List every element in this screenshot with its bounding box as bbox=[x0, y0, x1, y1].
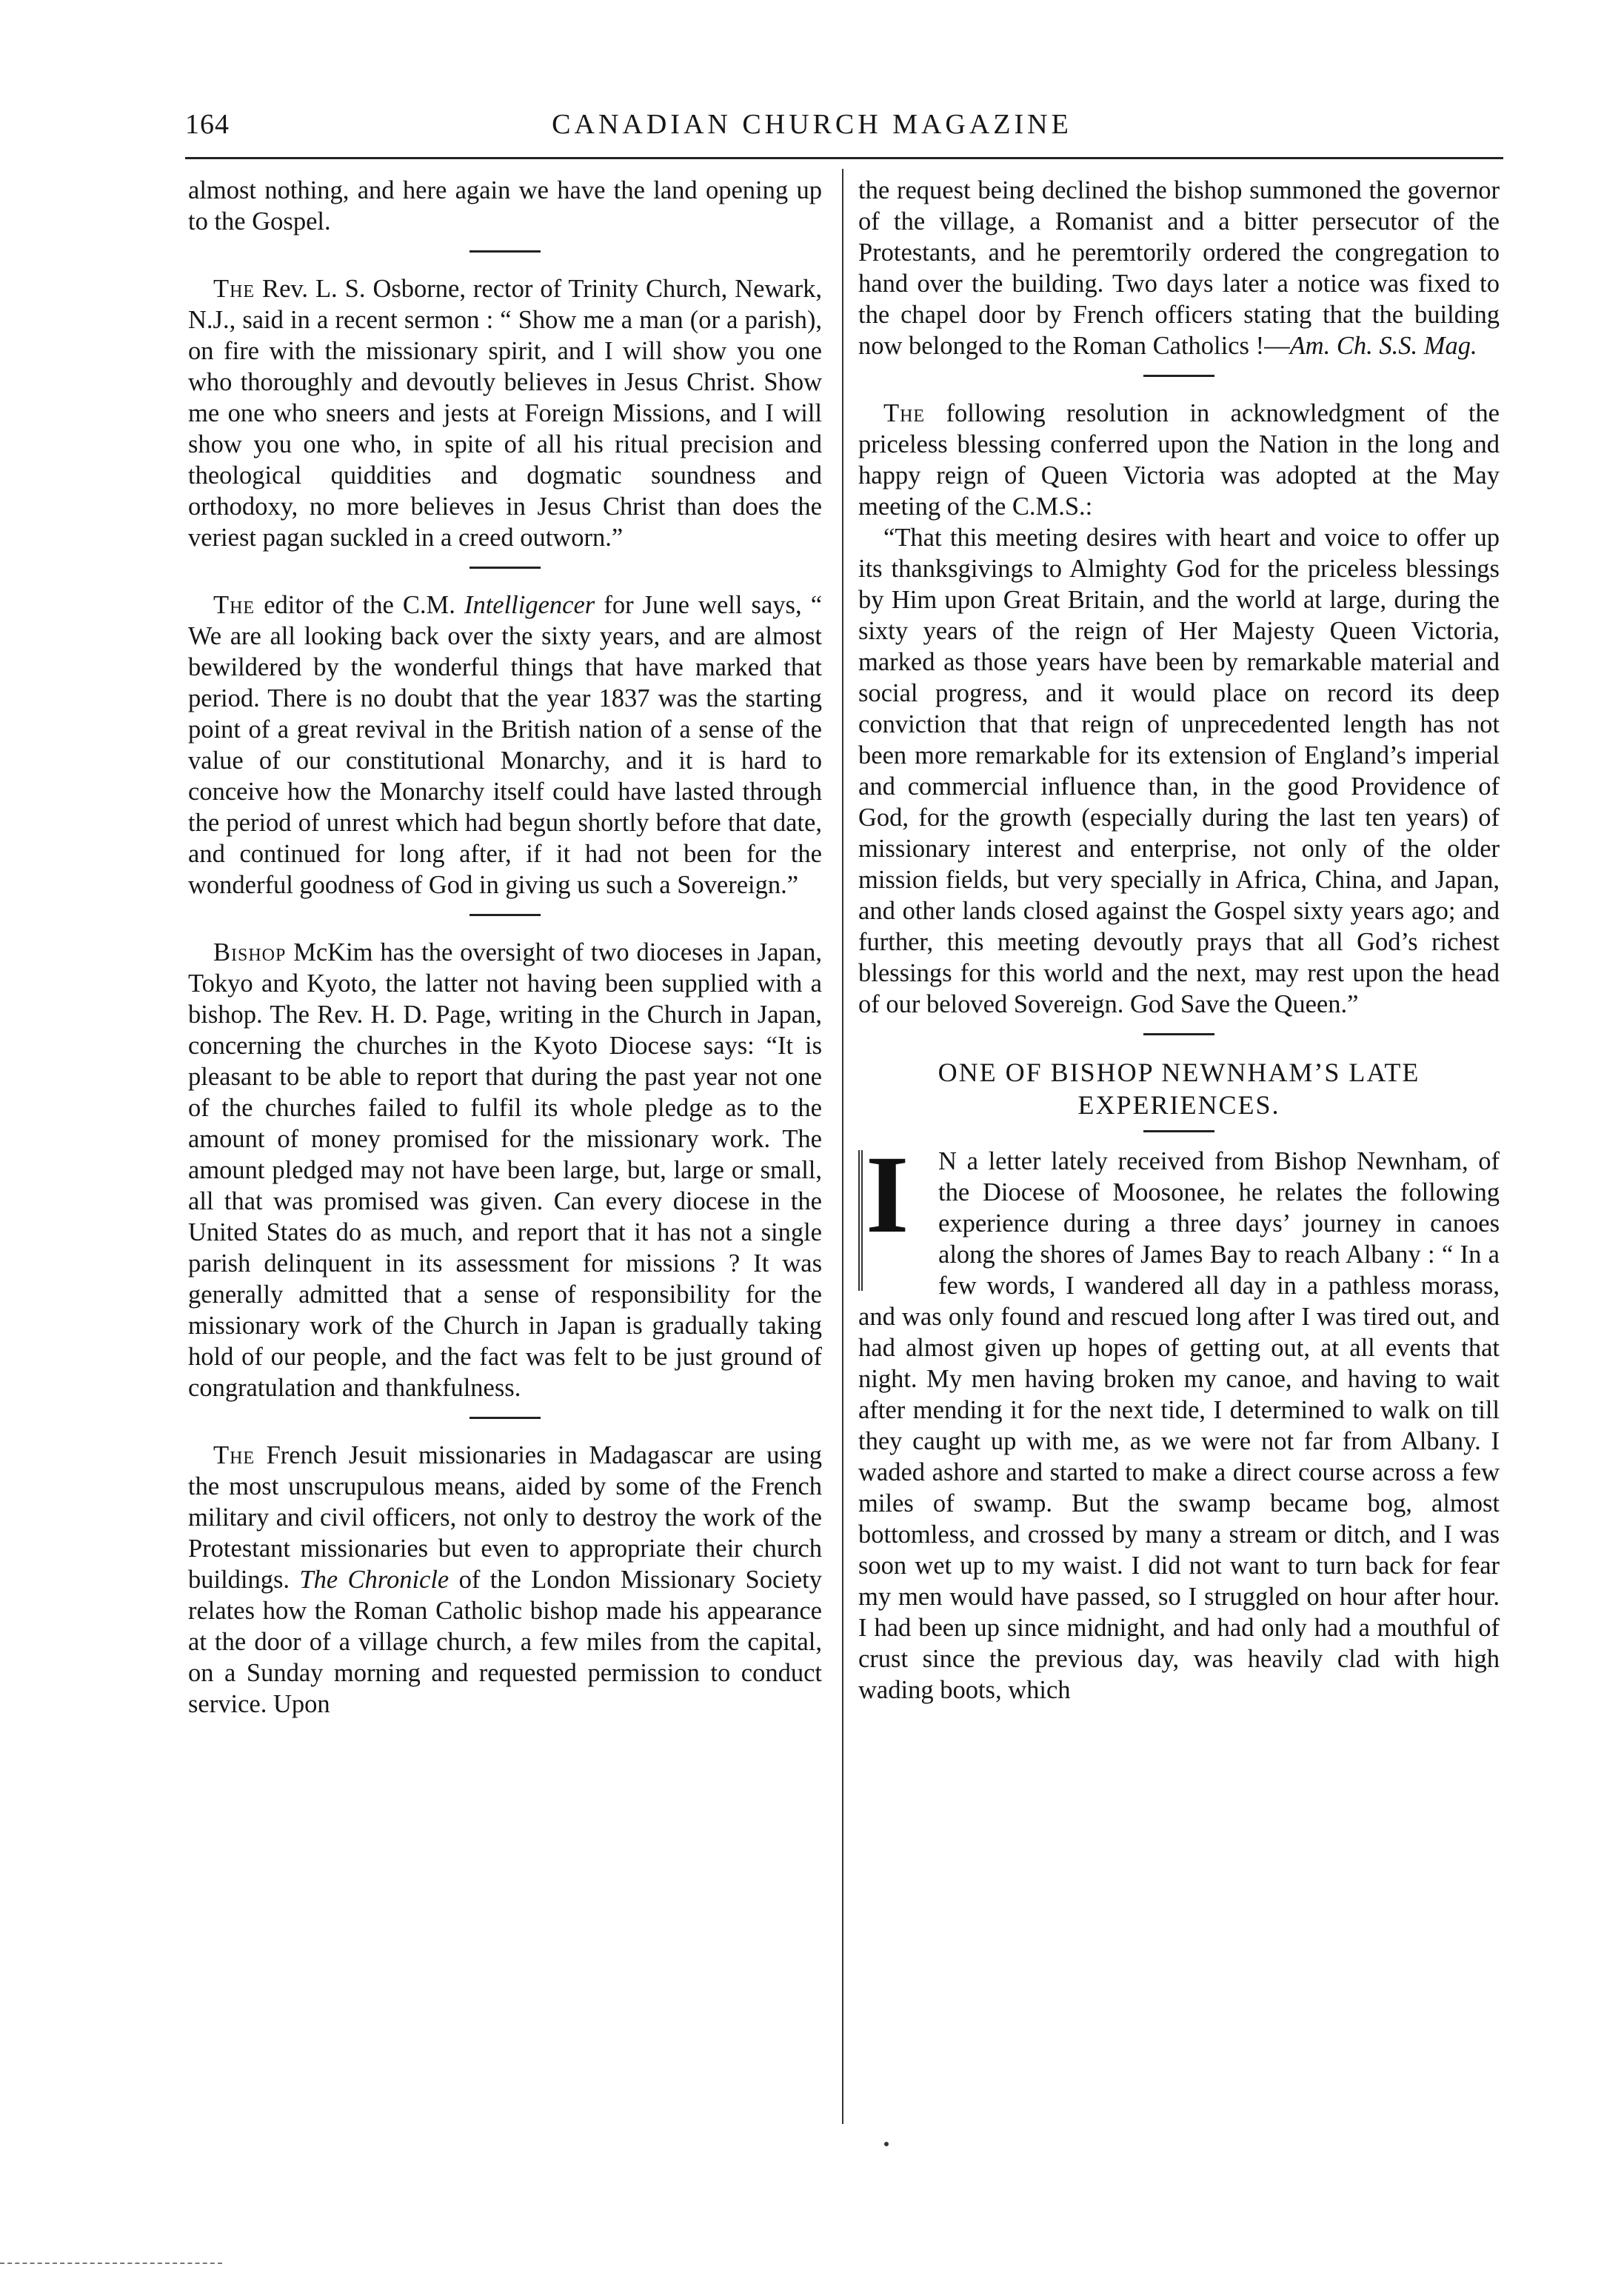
section-separator bbox=[470, 567, 541, 569]
paragraph-text: of the London Missionary Society relates how the Roman Catholic bishop made his appearance at the door of a village church, a few miles from the capital, on a Sunday morning and requested permission to conduct service. Upon bbox=[188, 1566, 823, 1718]
lead-word: The bbox=[213, 591, 255, 619]
lead-word: Bishop bbox=[213, 938, 287, 966]
paragraph-text: McKim has the oversight of two dioceses in Japan, Tokyo and Kyoto, the latter not having been supplied with a bishop. The Rev. H. D. Page, writing in the Church in Japan, concerning the churches in the Kyoto Diocese says: “It is pleasant to be able to report that during the past year not one of the churches failed to fulfil its whole pledge as to the amount of money promised for the missionary work. The amount pledged may not have been large, but, large or small, all that was promised was given. Can every diocese in the United States do as much, and report that it has not a single parish delinquent in its assessment for missions ? It was generally admitted that a sense of responsibility for the missionary work of the Church in Japan is gradually taking hold of our people, and the fact was felt to be just ground of congratulation and thankfulness. bbox=[188, 938, 822, 1402]
ink-dot bbox=[884, 2142, 889, 2146]
paragraph-land-opening: almost nothing, and here again we have the land opening up to the Gospel. bbox=[188, 176, 822, 236]
paragraph-osborne bbox=[188, 273, 822, 553]
paragraph-text: for June well says, “ We are all looking back over the sixty years, and are almost bewildered by the wonderful things that have marked that period. There is no doubt that the year 1837 was the starting point of a great revival in the British nation of a sense of the value of our constitutional Monarchy, and it is hard to conceive how the Monarchy itself could have lasted through the period of unrest which had begun shortly before that date, and continued for long after, if it had not been for the wonderful goodness of God in giving us such a Sovereign.” bbox=[188, 591, 823, 899]
paragraph-text: editor of the C.M. bbox=[255, 591, 464, 619]
left-column bbox=[188, 175, 822, 1720]
paragraph-continuation bbox=[858, 175, 1500, 361]
article-title: ONE OF BISHOP NEWNHAM’S LATE EXPERIENCES. bbox=[938, 1058, 1420, 1120]
section-separator bbox=[470, 1417, 541, 1419]
lead-word: The bbox=[213, 275, 255, 303]
title-separator bbox=[1143, 1130, 1214, 1132]
publication-title: The Chronicle bbox=[299, 1566, 450, 1594]
paragraph-jesuit bbox=[188, 1440, 822, 1720]
header-rule bbox=[185, 157, 1503, 159]
publication-title: Intelligencer bbox=[464, 591, 595, 619]
section-separator bbox=[1143, 375, 1214, 377]
paragraph-text: following resolution in acknowledgment of the priceless blessing conferred upon the Nation in the long and happy reign of Queen Victoria was adopted at the May meeting of the C.M.S.: bbox=[858, 399, 1500, 521]
section-separator bbox=[1143, 1033, 1214, 1035]
paragraph-text: the request being declined the bishop summoned the governor of the village, a Romanist and a bitter persecutor of the Protestants, and he peremtorily ordered the congregation to hand over the building. Two days later a notice was fixed to the chapel door by French officers stating that the building now belonged to the Roman Catholics !— bbox=[858, 176, 1500, 360]
scan-artifact bbox=[0, 2263, 222, 2264]
running-title: CANADIAN CHURCH MAGAZINE bbox=[552, 109, 1072, 140]
citation: Am. Ch. S.S. Mag. bbox=[1289, 332, 1477, 360]
right-column bbox=[858, 175, 1500, 1706]
paragraph-text: Rev. L. S. Osborne, rector of Trinity Church, Newark, N.J., said in a recent sermon : “ Show me a man (or a parish), on fire with the missionary spirit, and I will show you one who thoroughly and devoutly believes in Jesus Christ. Show me one who sneers and jests at Foreign Missions, and I will show you one who, in spite of all his ritual precision and theological quiddities and dogmatic soundness and orthodoxy, no more believes in Jesus Christ than does the veriest pagan suckled in a creed outworn.” bbox=[188, 275, 822, 552]
lead-word: The bbox=[883, 399, 926, 427]
resolution-quote: “That this meeting desires with heart and voice to offer up its thanksgivings to Almighty God for the priceless blessings by Him upon Great Britain, and the world at large, during the sixty years of the reign of Her Majesty Queen Victoria, marked as those years have been by remarkable material and social progress, and it would place on record its deep conviction that that reign of unprecedented length has not been more remarkable for its extension of England’s imperial and commercial influence than, in the good Providence of God, for the growth (especially during the last ten years) of missionary interest and enterprise, not only of the older mission fields, but very specially in Africa, China, and Japan, and other lands closed against the Gospel sixty years ago; and further, this meeting devoutly prays that all God’s richest blessings for this world and the next, may rest upon the head of our beloved Sovereign. God Save the Queen.” bbox=[858, 524, 1500, 1018]
paragraph-text: N a letter lately received from Bishop Newnham, of the Diocese of Moosonee, he relates the following experience during a three days’ journey in canoes along the shores of James Bay to reach Albany : “ In a few words, I wandered all day in a pathless morass, and was only found and rescued long after I was tired out, and had almost given up hopes of getting out, at all events that night. My men having broken my canoe, and having to wait after mending it for the next tide, I determined to walk on till they caught up with me, as we were not far from Albany. I waded ashore and started to make a direct course across a few miles of swamp. But the swamp became bog, almost bottomless, and crossed by many a stream or ditch, and I was soon wet up to my waist. I did not want to turn back for fear my men would have passed, so I struggled on hour after hour. I had been up since midnight, and had only had a mouthful of crust since the previous day, was heavily clad with high wading boots, which bbox=[858, 1147, 1500, 1704]
paragraph-resolution bbox=[858, 398, 1500, 522]
section-separator bbox=[470, 250, 541, 253]
column-divider bbox=[842, 169, 843, 2124]
page-number: 164 bbox=[185, 109, 230, 140]
drop-cap: I bbox=[858, 1150, 929, 1291]
paragraph-mckim bbox=[188, 937, 822, 1403]
paragraph-editor bbox=[188, 590, 822, 901]
section-separator bbox=[470, 914, 541, 916]
lead-word: The bbox=[213, 1441, 255, 1469]
article-opening bbox=[858, 1133, 1500, 1706]
paragraph-text: French Jesuit missionaries in Madagascar are using the most unscrupulous means, aided by some of the French military and civil officers, not only to destroy the work of the Protestant missionaries but even to appropriate their church buildings. bbox=[188, 1441, 822, 1594]
